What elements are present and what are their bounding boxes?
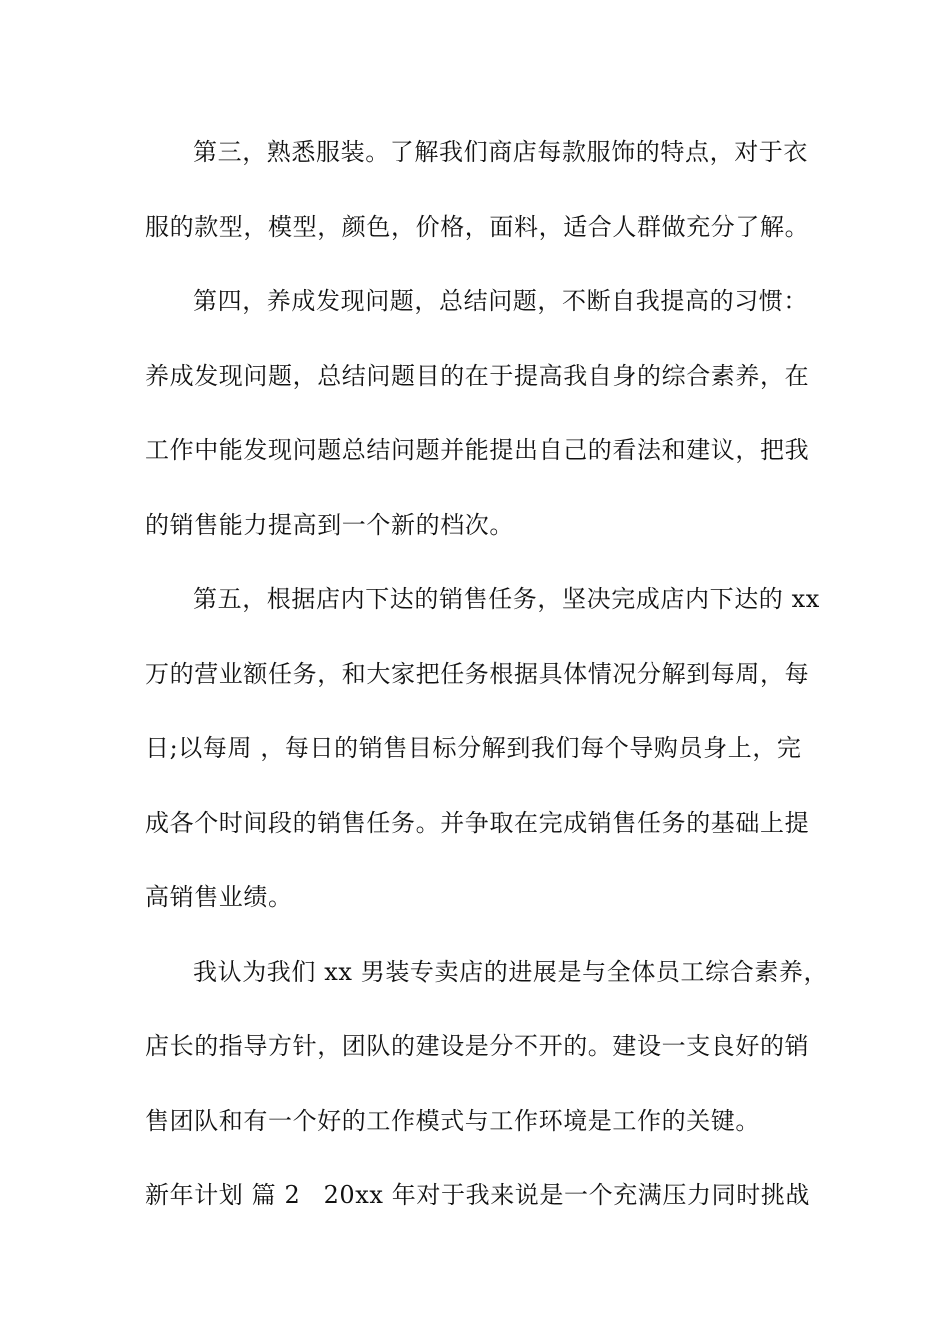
paragraph-line: 第五，根据店内下达的销售任务，坚决完成店内下达的 xx (193, 585, 820, 613)
section-heading-line (145, 1170, 810, 1245)
paragraph-line: 售团队和有一个好的工作模式与工作环境是工作的关键。 (145, 1106, 760, 1135)
paragraph-line: 养成发现问题，总结问题目的在于提高我自身的综合素养，在 (145, 361, 810, 390)
paragraph-line: 成各个时间段的销售任务。并争取在完成销售任务的基础上提 (145, 808, 810, 837)
tab-spacer (300, 1170, 323, 1245)
section-intro-text: 20xx 年对于我来说是一个充满压力同时挑战 (323, 1181, 810, 1209)
document-body (145, 127, 829, 1245)
paragraph-line: 第三，熟悉服装。了解我们商店每款服饰的特点，对于衣 (193, 138, 808, 166)
section-heading: 新年计划 篇 2 (145, 1181, 301, 1209)
paragraph-line: 工作中能发现问题总结问题并能提出自己的看法和建议，把我 (145, 436, 810, 464)
paragraph-line: 的销售能力提高到一个新的档次。 (145, 510, 514, 539)
paragraph-line: 第四，养成发现问题，总结问题，不断自我提高的习惯： (193, 287, 808, 315)
paragraph-line: 店长的指导方针，团队的建设是分不开的。建设一支良好的销 (145, 1032, 810, 1060)
paragraph-line: 日;以每周 ，每日的销售目标分解到我们每个导购员身上，完 (145, 734, 802, 762)
paragraph-line: 我认为我们 xx 男装专卖店的进展是与全体员工综合素养， (193, 957, 829, 986)
paragraph-line: 高销售业绩。 (145, 883, 293, 911)
paragraph-line: 万的营业额任务，和大家把任务根据具体情况分解到每周，每 (145, 659, 810, 688)
paragraph-line: 服的款型，模型，颜色，价格，面料，适合人群做充分了解。 (145, 212, 810, 241)
